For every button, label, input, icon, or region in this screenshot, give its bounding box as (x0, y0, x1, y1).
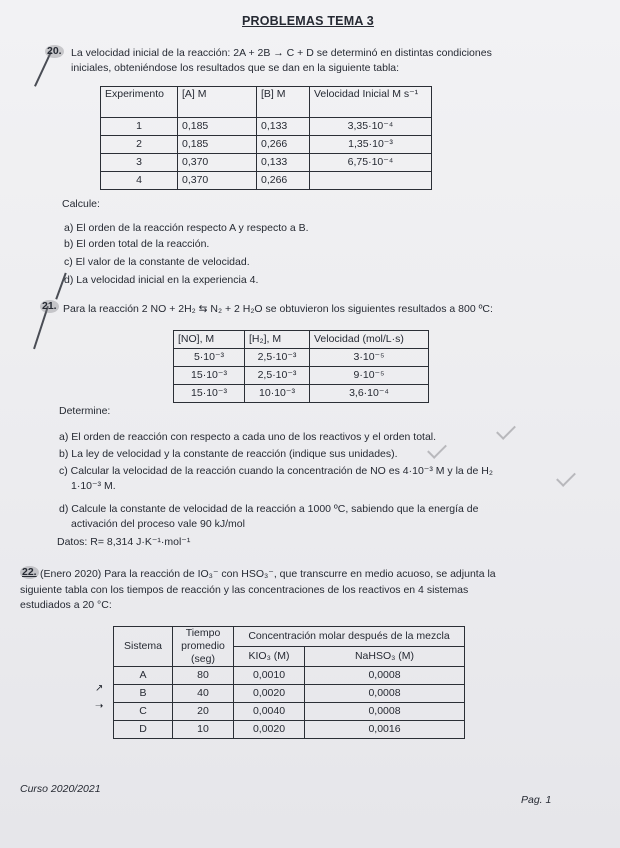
problem-21-item-a: a) El orden de reacción con respecto a cada uno de los reactivos y el orden total. (59, 431, 437, 443)
table-row (174, 349, 429, 367)
table-cell: C (114, 703, 173, 721)
table-cell: 4 (101, 172, 178, 190)
calcule-label: Calcule: (62, 198, 100, 210)
problem-20-statement-line2: iniciales, obteniéndose los resultados que se dan en la siguiente tabla: (71, 62, 400, 74)
footer-course: Curso 2020/2021 (20, 783, 101, 795)
table-cell: B (114, 685, 173, 703)
header-no: [NO], M (174, 331, 245, 349)
problem-20-item-b: b) El orden total de la reacción. (64, 238, 210, 250)
header-experimento: Experimento (101, 87, 178, 118)
table-row (174, 385, 429, 403)
table-row (101, 172, 432, 190)
problem-20-statement-line1: La velocidad inicial de la reacción: 2A + 2B → C + D se determinó en distintas condiciones (71, 47, 492, 59)
table-row (114, 721, 465, 739)
table-row (101, 118, 432, 136)
problem-21-item-c-line2: 1·10⁻³ M. (71, 480, 116, 492)
arrow-icon: ➝ (95, 701, 104, 712)
header-nahso3: NaHSO₃ (M) (305, 647, 465, 667)
problem-22-number: 22. (22, 566, 37, 578)
table-cell: 0,370 (178, 172, 257, 190)
table-cell: 0,370 (178, 154, 257, 172)
table-cell: 40 (173, 685, 234, 703)
table-cell: 2,5·10⁻³ (245, 349, 310, 367)
header-velocidad: Velocidad (mol/L·s) (310, 331, 429, 349)
table-cell: 20 (173, 703, 234, 721)
table-cell: 0,133 (257, 118, 310, 136)
header-sistema: Sistema (114, 627, 173, 667)
problem-21-item-d-line2: activación del proceso vale 90 kJ/mol (71, 518, 245, 530)
table-cell (310, 172, 432, 190)
checkmark-icon (496, 420, 516, 440)
determine-label: Determine: (59, 405, 111, 417)
problem-21-item-d-line1: d) Calcule la constante de velocidad de la reacción a 1000 ºC, sabiendo que la energía de (59, 503, 479, 515)
table-cell: 5·10⁻³ (174, 349, 245, 367)
table-cell: A (114, 667, 173, 685)
table-cell: 15·10⁻³ (174, 385, 245, 403)
table-cell: 0,0020 (234, 685, 305, 703)
header-h2: [H₂], M (245, 331, 310, 349)
table-row (114, 667, 465, 685)
problem-20-table (100, 86, 432, 190)
problem-20-item-d: d) La velocidad inicial en la experiencia 4. (64, 274, 259, 286)
problem-22-statement-line1: (Enero 2020) Para la reacción de IO₃⁻ con HSO₃⁻, que transcurre en medio acuoso, se adjunta la (40, 568, 496, 580)
table-cell: 0,133 (257, 154, 310, 172)
table-cell: 9·10⁻⁵ (310, 367, 429, 385)
table-cell: 0,0008 (305, 667, 465, 685)
problem-20-item-c: c) El valor de la constante de velocidad. (64, 256, 250, 268)
table-row (101, 136, 432, 154)
header-tiempo: Tiempo promedio (seg) (173, 627, 234, 667)
table-cell: 2 (101, 136, 178, 154)
problem-21-number: 21. (42, 300, 57, 312)
problem-22-table (113, 626, 465, 739)
problem-21-table (173, 330, 429, 403)
table-header-row (101, 87, 432, 118)
table-cell: 10 (173, 721, 234, 739)
problem-21-item-c-line1: c) Calcular la velocidad de la reacción cuando la concentración de NO es 4·10⁻³ M y la de H₂ (59, 465, 493, 477)
table-cell: 3,6·10⁻⁴ (310, 385, 429, 403)
header-concentracion: Concentración molar después de la mezcla (234, 627, 465, 647)
table-cell: 3·10⁻⁵ (310, 349, 429, 367)
table-cell: 10·10⁻³ (245, 385, 310, 403)
table-row (174, 367, 429, 385)
table-cell: 1 (101, 118, 178, 136)
header-a: [A] M (178, 87, 257, 118)
problem-22-statement-line3: estudiados a 20 °C: (20, 599, 112, 611)
table-cell: 3 (101, 154, 178, 172)
table-cell: 0,0016 (305, 721, 465, 739)
arrow-icon: ↗ (95, 683, 104, 694)
checkmark-icon (556, 467, 576, 487)
table-row (114, 703, 465, 721)
table-cell: 0,185 (178, 118, 257, 136)
problem-21-datos: Datos: R= 8,314 J·K⁻¹·mol⁻¹ (57, 536, 191, 548)
table-cell: 0,0008 (305, 685, 465, 703)
problem-21-statement: Para la reacción 2 NO + 2H₂ ⇆ N₂ + 2 H₂O se obtuvieron los siguientes resultados a 800 ºC: (63, 303, 493, 315)
table-header-row (174, 331, 429, 349)
table-cell: 80 (173, 667, 234, 685)
table-cell: 0,0020 (234, 721, 305, 739)
table-cell: 2,5·10⁻³ (245, 367, 310, 385)
table-cell: 0,0008 (305, 703, 465, 721)
header-velocidad: Velocidad Inicial M s⁻¹ (310, 87, 432, 118)
table-cell: 0,185 (178, 136, 257, 154)
table-cell: 1,35·10⁻³ (310, 136, 432, 154)
table-cell: 0,0040 (234, 703, 305, 721)
table-cell: D (114, 721, 173, 739)
table-header-row (114, 627, 465, 647)
header-kio3: KIO₃ (M) (234, 647, 305, 667)
page-title: PROBLEMAS TEMA 3 (242, 14, 374, 28)
table-cell: 0,266 (257, 172, 310, 190)
table-cell: 6,75·10⁻⁴ (310, 154, 432, 172)
table-row (101, 154, 432, 172)
header-b: [B] M (257, 87, 310, 118)
footer-page-number: Pag. 1 (521, 794, 552, 806)
problem-22-statement-line2: siguiente tabla con los tiempos de reacción y las concentraciones de los reactivos en 4 sistemas (20, 584, 469, 596)
problem-20-item-a: a) El orden de la reacción respecto A y respecto a B. (64, 222, 309, 234)
table-cell: 0,0010 (234, 667, 305, 685)
table-row (114, 685, 465, 703)
problem-21-item-b: b) La ley de velocidad y la constante de reacción (indique sus unidades). (59, 448, 398, 460)
table-cell: 15·10⁻³ (174, 367, 245, 385)
table-cell: 0,266 (257, 136, 310, 154)
table-cell: 3,35·10⁻⁴ (310, 118, 432, 136)
problem-20-number: 20. (47, 45, 62, 57)
